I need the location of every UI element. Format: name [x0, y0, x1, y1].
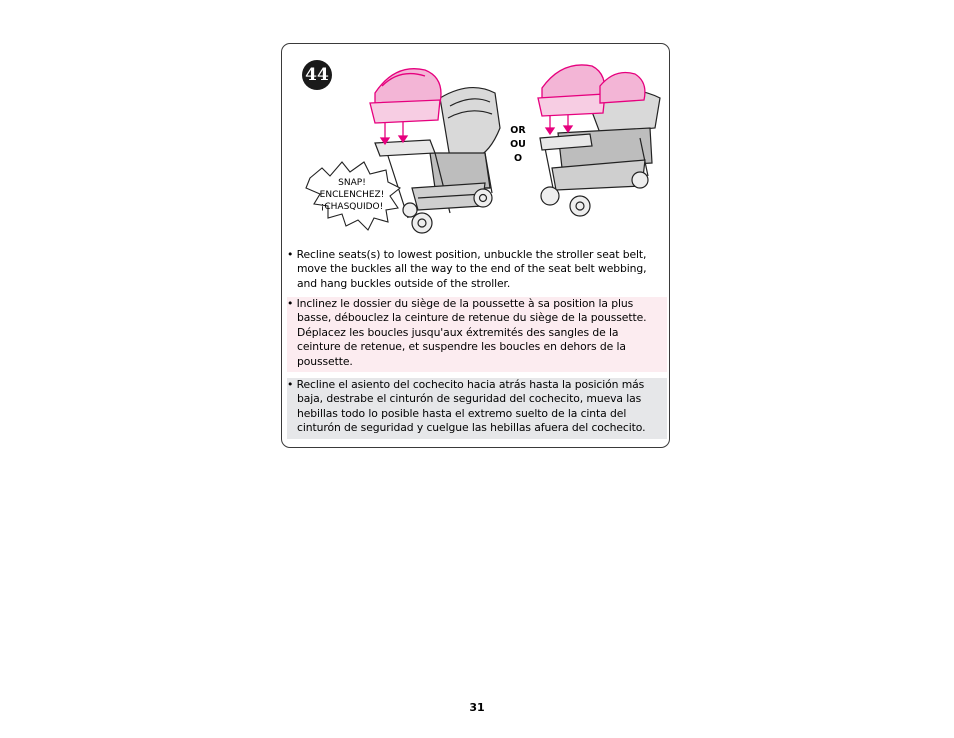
page-number: 31 — [469, 701, 485, 714]
snap-callout — [312, 177, 392, 213]
instruction-french: • Inclinez le dossier du siège de la poussette à sa position la plus basse, débouclez la ceinture de retenue du siège de la poussette. Déplacez les boucles jusqu'aux éxtremités des sangles de la ceinture de retenue, et suspendre les boucles en dehors de la poussette. — [287, 297, 667, 372]
snap-line-es: ¡CHASQUIDO! — [320, 202, 384, 212]
or-label — [506, 124, 530, 166]
instruction-english: • Recline seats(s) to lowest position, unbuckle the stroller seat belt, move the buckles all the way to the end of the seat belt webbing, and hang buckles outside of the stroller. — [287, 248, 647, 290]
snap-line-en: SNAP! — [338, 178, 366, 188]
instruction-spanish: • Recline el asiento del cochecito hacia atrás hasta la posición más baja, destrabe el cinturón de seguridad del cochecito, mueva las hebillas todo lo posible hasta el extremo suelto de la cinta del cinturón de seguridad y cuelgue las hebillas afuera del cochecito. — [287, 378, 667, 439]
left-infant-seat-drawing — [370, 69, 441, 144]
stroller-illustration — [300, 58, 662, 248]
or-line-es: O — [513, 153, 523, 164]
or-line-fr: OU — [510, 139, 526, 150]
snap-line-fr: ENCLENCHEZ! — [319, 190, 385, 200]
or-line-en: OR — [510, 125, 526, 136]
step-number-badge: 44 — [302, 60, 332, 90]
